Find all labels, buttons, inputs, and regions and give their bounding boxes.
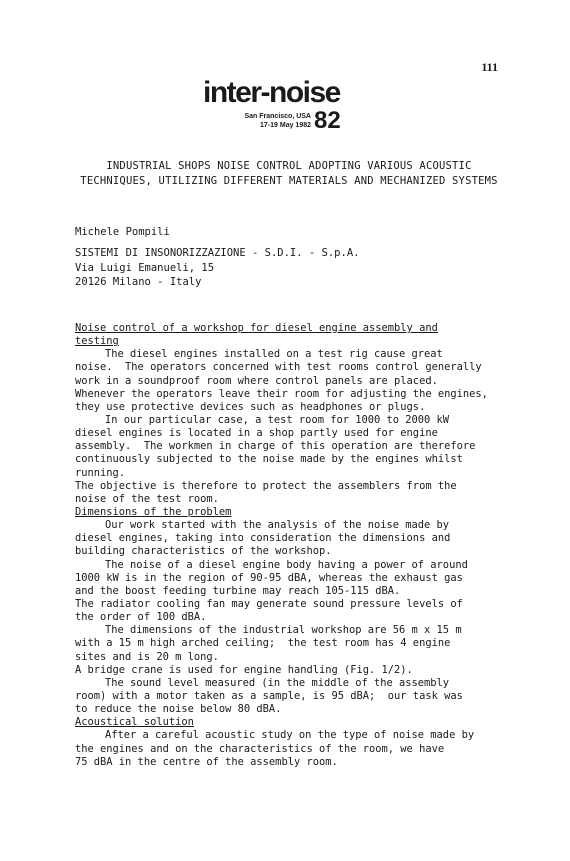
section-heading-line: Acoustical solution [75,716,194,729]
body-line: with a 15 m high arched ceiling; the test room has 4 engine [75,637,451,650]
body-line: continuously subjected to the noise made by the engines whilst [75,453,463,466]
body-line: room) with a motor taken as a sample, is 95 dBA; our task was [75,689,463,702]
body-line: The radiator cooling fan may generate sound pressure levels of [75,597,463,610]
logo-year: 82 [314,107,341,134]
body-line: diesel engines is located in a shop partly used for engine [75,427,438,440]
page-number: 111 [481,60,498,74]
body-line: the order of 100 dBA. [75,611,207,624]
section-heading-line: Dimensions of the problem [75,505,232,518]
body-line: Whenever the operators leave their room for adjusting the engines, [75,387,488,400]
body-line: diesel engines, taking into consideration the dimensions and [75,532,451,545]
body-text [75,322,495,769]
body-line: the engines and on the characteristics of the room, we have [75,742,445,755]
title-line: TECHNIQUES, UTILIZING DIFFERENT MATERIALS AND MECHANIZED SYSTEMS [80,175,498,187]
logo-dates: 17-19 May 1982 [260,122,311,129]
body-line: work in a soundproof room where control panels are placed. [75,374,438,387]
body-line: The objective is therefore to protect the assemblers from the [75,479,457,492]
body-line: The dimensions of the industrial workshop are 56 m x 15 m [105,624,462,637]
body-line: Our work started with the analysis of the noise made by [105,519,450,532]
body-line: building characteristics of the workshop. [75,545,332,558]
author-name: Michele Pompili [75,226,170,238]
body-line: After a careful acoustic study on the type of noise made by [105,729,475,742]
logo-details [241,112,311,130]
body-line: 75 dBA in the centre of the assembly room. [75,755,338,768]
body-line: A bridge crane is used for engine handling (Fig. 1/2). [75,663,413,676]
conference-logo [203,78,363,142]
body-line: to reduce the noise below 80 dBA. [75,703,282,716]
body-line: noise of the test room. [75,492,219,505]
body-line: assembly. The workmen in charge of this operation are therefore [75,440,476,453]
logo-location: San Francisco, USA [244,113,311,120]
body-line: 1000 kW is in the region of 90-95 dBA, whereas the exhaust gas [75,571,463,584]
body-line: running. [75,466,126,479]
affiliation-line: 20126 Milano - Italy [75,276,202,288]
logo-wordmark: inter-noise [203,76,340,109]
body-line: they use protective devices such as headphones or plugs. [75,400,426,413]
section-heading-line: Noise control of a workshop for diesel engine assembly and [75,322,438,334]
affiliation [75,246,359,290]
title-line: INDUSTRIAL SHOPS NOISE CONTROL ADOPTING VARIOUS ACOUSTIC [106,160,472,172]
body-line: noise. The operators concerned with test rooms control generally [75,361,482,374]
body-line: The diesel engines installed on a test rig cause great [105,348,443,361]
body-line: and the boost feeding turbine may reach 105-115 dBA. [75,584,401,597]
body-line: The sound level measured (in the middle of the assembly [105,676,450,689]
affiliation-line: SISTEMI DI INSONORIZZAZIONE - S.D.I. - S.p.A. [75,247,360,259]
affiliation-line: Via Luigi Emanueli, 15 [75,261,215,274]
body-line: The noise of a diesel engine body having a power of around [105,558,468,571]
paper-title [72,159,506,189]
body-line: In our particular case, a test room for 1000 to 2000 kW [105,413,450,426]
body-line: sites and is 20 m long. [75,650,219,663]
section-heading-line: testing [75,335,119,348]
